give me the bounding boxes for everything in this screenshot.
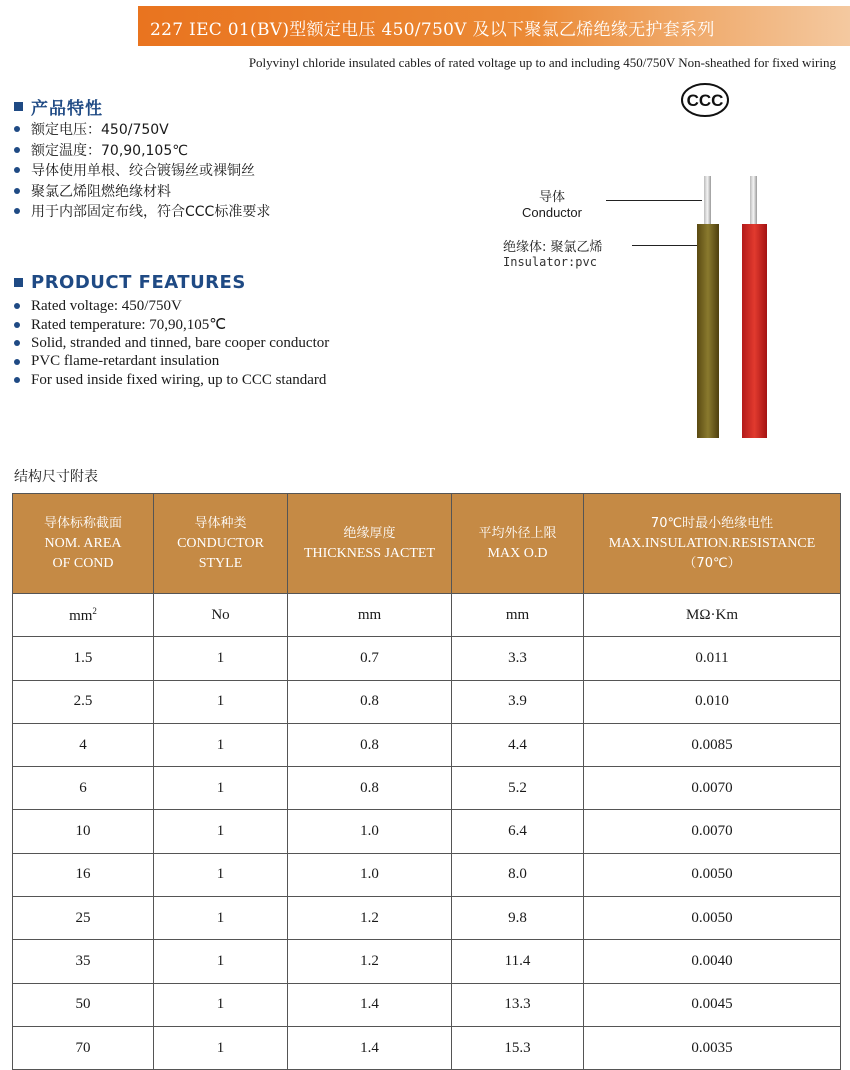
feature-text: 额定温度：70,90,105℃ — [31, 142, 188, 159]
page-title: 227 IEC 01(BV)型额定电压 450/750V 及以下聚氯乙烯绝缘无护套系列 — [150, 20, 715, 40]
table-row — [13, 637, 841, 680]
bullet-dot-icon — [14, 377, 20, 383]
table-cell: 6 — [13, 767, 154, 810]
table-header-row — [13, 494, 841, 594]
table-cell: 0.0070 — [584, 767, 841, 810]
feature-text: Solid, stranded and tinned, bare cooper conductor — [31, 334, 330, 351]
list-item — [14, 297, 329, 316]
feature-text: PVC flame-retardant insulation — [31, 353, 220, 370]
bullet-dot-icon — [14, 340, 20, 346]
spec-table — [12, 493, 841, 1070]
table-cell: 8.0 — [452, 853, 584, 896]
bullet-dot-icon — [14, 126, 20, 132]
conductor-label-en: Conductor — [522, 205, 582, 220]
features-en-heading — [14, 272, 246, 293]
list-item — [14, 371, 329, 390]
table-cell: 9.8 — [452, 897, 584, 940]
copper-conductor — [704, 176, 711, 224]
insulator-label-en: Insulator:pvc — [503, 255, 597, 269]
table-cell: 1.5 — [13, 637, 154, 680]
column-header: 导体标称截面 NOM. AREA OF COND — [13, 494, 154, 594]
table-row — [13, 983, 841, 1026]
list-item — [14, 353, 329, 372]
table-cell: 0.0035 — [584, 1026, 841, 1069]
features-en-title: PRODUCT FEATURES — [31, 272, 246, 293]
table-cell: 0.011 — [584, 637, 841, 680]
features-en-list — [14, 297, 329, 390]
table-cell: 0.0070 — [584, 810, 841, 853]
table-cell: 1.4 — [288, 1026, 452, 1069]
list-item — [14, 316, 329, 335]
list-item — [14, 119, 270, 140]
table-row — [13, 1026, 841, 1069]
bullet-dot-icon — [14, 147, 20, 153]
copper-conductor — [750, 176, 757, 224]
table-cell: 0.0050 — [584, 897, 841, 940]
title-banner — [138, 6, 850, 46]
table-cell: 5.2 — [452, 767, 584, 810]
bullet-dot-icon — [14, 303, 20, 309]
feature-text: Rated voltage: 450/750V — [31, 297, 182, 314]
table-cell: 1.2 — [288, 897, 452, 940]
list-item — [14, 201, 270, 222]
conductor-label-cn: 导体 — [538, 190, 565, 205]
table-cell: 11.4 — [452, 940, 584, 983]
page-subtitle: Polyvinyl chloride insulated cables of rated voltage up to and including 450/750V Non-sheathed for fixed wiring — [248, 55, 836, 70]
unit-cell: MΩ·Km — [584, 594, 841, 637]
table-cell: 0.8 — [288, 723, 452, 766]
bullet-dot-icon — [14, 359, 20, 365]
table-cell: 0.0040 — [584, 940, 841, 983]
units-row — [13, 594, 841, 637]
table-cell: 0.7 — [288, 637, 452, 680]
table-cell: 1 — [154, 983, 288, 1026]
table-row — [13, 767, 841, 810]
table-cell: 0.0085 — [584, 723, 841, 766]
unit-cell: $mm^2$ — [13, 594, 154, 637]
feature-text: For used inside fixed wiring, up to CCC standard — [31, 371, 327, 388]
table-cell: 15.3 — [452, 1026, 584, 1069]
table-cell: 0.0050 — [584, 853, 841, 896]
table-cell: 50 — [13, 983, 154, 1026]
table-cell: 3.9 — [452, 680, 584, 723]
table-cell: 6.4 — [452, 810, 584, 853]
table-cell: 35 — [13, 940, 154, 983]
features-cn-heading — [14, 94, 103, 119]
table-cell: 1.0 — [288, 853, 452, 896]
unit-cell: mm — [452, 594, 584, 637]
list-item — [14, 160, 270, 181]
table-cell: 1 — [154, 897, 288, 940]
table-cell: 3.3 — [452, 637, 584, 680]
table-row — [13, 810, 841, 853]
list-item — [14, 181, 270, 202]
bullet-dot-icon — [14, 188, 20, 194]
unit-cell: No — [154, 594, 288, 637]
table-cell: 10 — [13, 810, 154, 853]
feature-text: 导体使用单根、绞合镀锡丝或裸铜丝 — [31, 163, 255, 180]
table-row — [13, 680, 841, 723]
table-row — [13, 723, 841, 766]
table-cell: 16 — [13, 853, 154, 896]
insulator-label-cn: 绝缘体: 聚氯乙烯 — [503, 240, 603, 255]
bullet-dot-icon — [14, 322, 20, 328]
table-cell: 4.4 — [452, 723, 584, 766]
features-cn-list — [14, 119, 270, 222]
ccc-certification-icon — [680, 82, 730, 118]
table-cell: 1 — [154, 680, 288, 723]
column-header: 绝缘厚度 THICKNESS JACTET — [288, 494, 452, 594]
column-header: 导体种类 CONDUCTOR STYLE — [154, 494, 288, 594]
pvc-insulation — [697, 224, 719, 438]
conductor-leader-line — [606, 200, 702, 201]
column-header: 平均外径上限 MAX O.D — [452, 494, 584, 594]
table-cell: 1 — [154, 810, 288, 853]
table-cell: 1.2 — [288, 940, 452, 983]
feature-text: Rated temperature: 70,90,105℃ — [31, 317, 227, 334]
table-cell: 0.0045 — [584, 983, 841, 1026]
table-cell: 13.3 — [452, 983, 584, 1026]
table-cell: 1.4 — [288, 983, 452, 1026]
square-bullet-icon — [14, 102, 23, 111]
table-cell: 2.5 — [13, 680, 154, 723]
column-header: 70℃时最小绝缘电性 MAX.INSULATION.RESISTANCE （70℃） — [584, 494, 841, 594]
table-cell: 1 — [154, 767, 288, 810]
conductor-label — [522, 186, 582, 220]
table-cell: 1 — [154, 1026, 288, 1069]
table-cell: 1.0 — [288, 810, 452, 853]
table-cell: 25 — [13, 897, 154, 940]
table-cell: 0.8 — [288, 767, 452, 810]
table-row — [13, 853, 841, 896]
feature-text: 聚氯乙烯阻燃绝缘材料 — [31, 183, 171, 200]
table-cell: 0.010 — [584, 680, 841, 723]
feature-text: 额定电压：450/750V — [31, 122, 169, 139]
ccc-mark-text: CCC — [686, 91, 724, 110]
unit-cell: mm — [288, 594, 452, 637]
table-cell: 1 — [154, 723, 288, 766]
list-item — [14, 334, 329, 353]
list-item — [14, 140, 270, 161]
feature-text: 用于内部固定布线，符合CCC标准要求 — [31, 204, 271, 221]
pvc-insulation — [742, 224, 767, 438]
bullet-dot-icon — [14, 167, 20, 173]
table-cell: 1 — [154, 853, 288, 896]
bullet-dot-icon — [14, 208, 20, 214]
features-cn-title: 产品特性 — [31, 99, 103, 119]
table-row — [13, 897, 841, 940]
square-bullet-icon — [14, 278, 23, 287]
insulator-label — [503, 236, 603, 269]
table-cell: 1 — [154, 940, 288, 983]
table-cell: 0.8 — [288, 680, 452, 723]
insulator-leader-line — [632, 245, 697, 246]
table-cell: 4 — [13, 723, 154, 766]
table-cell: 1 — [154, 637, 288, 680]
table-row — [13, 940, 841, 983]
table-caption: 结构尺寸附表 — [14, 469, 98, 485]
table-cell: 70 — [13, 1026, 154, 1069]
